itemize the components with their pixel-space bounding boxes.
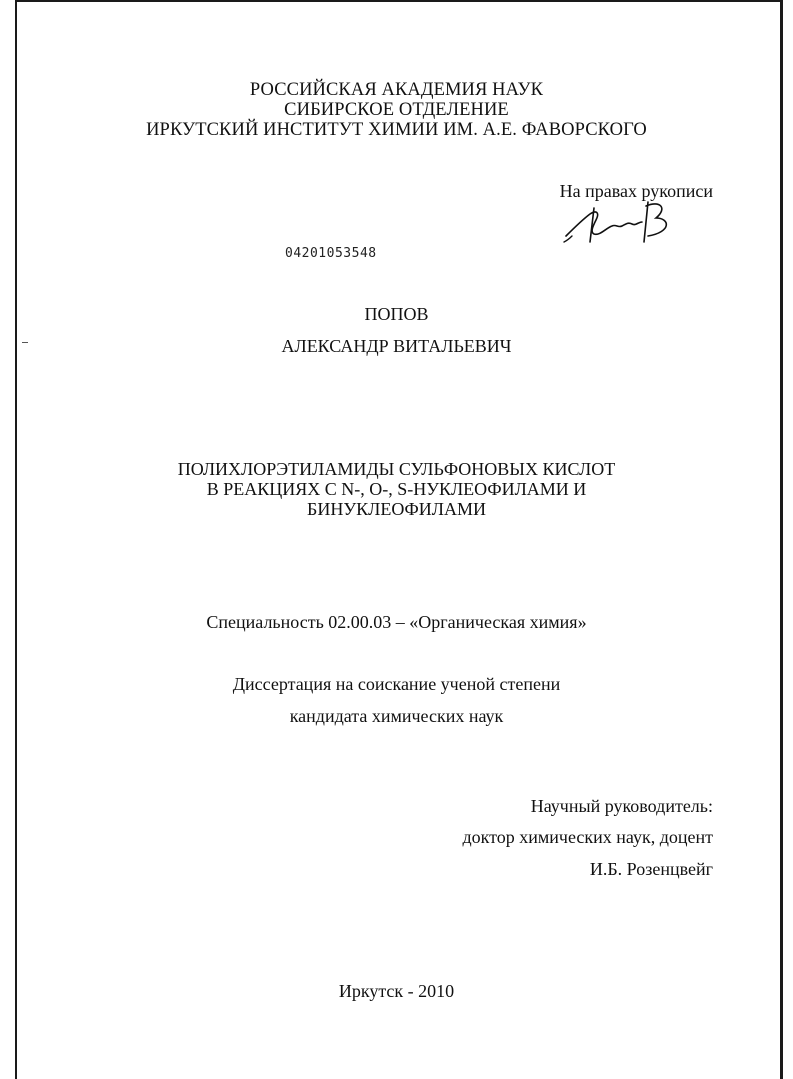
- title-line-2: В РЕАКЦИЯХ С N-, O-, S-НУКЛЕОФИЛАМИ И: [206, 479, 587, 499]
- registration-number: 04201053548: [285, 246, 377, 261]
- institution-line-institute: ИРКУТСКИЙ ИНСТИТУТ ХИМИИ ИМ. А.Е. ФАВОРСКОГО: [146, 120, 647, 140]
- supervisor-name: И.Б. Розенцвейг: [589, 859, 713, 879]
- place-year: Иркутск - 2010: [338, 981, 455, 1001]
- institution-line-academy: РОССИЙСКАЯ АКАДЕМИЯ НАУК: [249, 80, 544, 100]
- title-line-1: ПОЛИХЛОРЭТИЛАМИДЫ СУЛЬФОНОВЫХ КИСЛОТ: [177, 459, 616, 479]
- specialty: Специальность 02.00.03 – «Органическая химия»: [206, 612, 587, 632]
- scan-border-top: [15, 0, 783, 2]
- signature-icon: [560, 198, 680, 248]
- supervisor-degree: доктор химических наук, доцент: [462, 827, 713, 847]
- author-surname: ПОПОВ: [364, 304, 429, 324]
- dissertation-line-2: кандидата химических наук: [289, 706, 504, 726]
- author-given-names: АЛЕКСАНДР ВИТАЛЬЕВИЧ: [281, 336, 512, 356]
- scan-border-right: [780, 0, 783, 1079]
- scan-border-left: [15, 0, 17, 1079]
- supervisor-label: Научный руководитель:: [530, 796, 713, 816]
- institution-line-branch: СИБИРСКОЕ ОТДЕЛЕНИЕ: [284, 100, 509, 120]
- title-line-3: БИНУКЛЕОФИЛАМИ: [307, 499, 486, 519]
- dissertation-line-1: Диссертация на соискание ученой степени: [232, 674, 561, 694]
- rights-note: На правах рукописи: [559, 181, 713, 201]
